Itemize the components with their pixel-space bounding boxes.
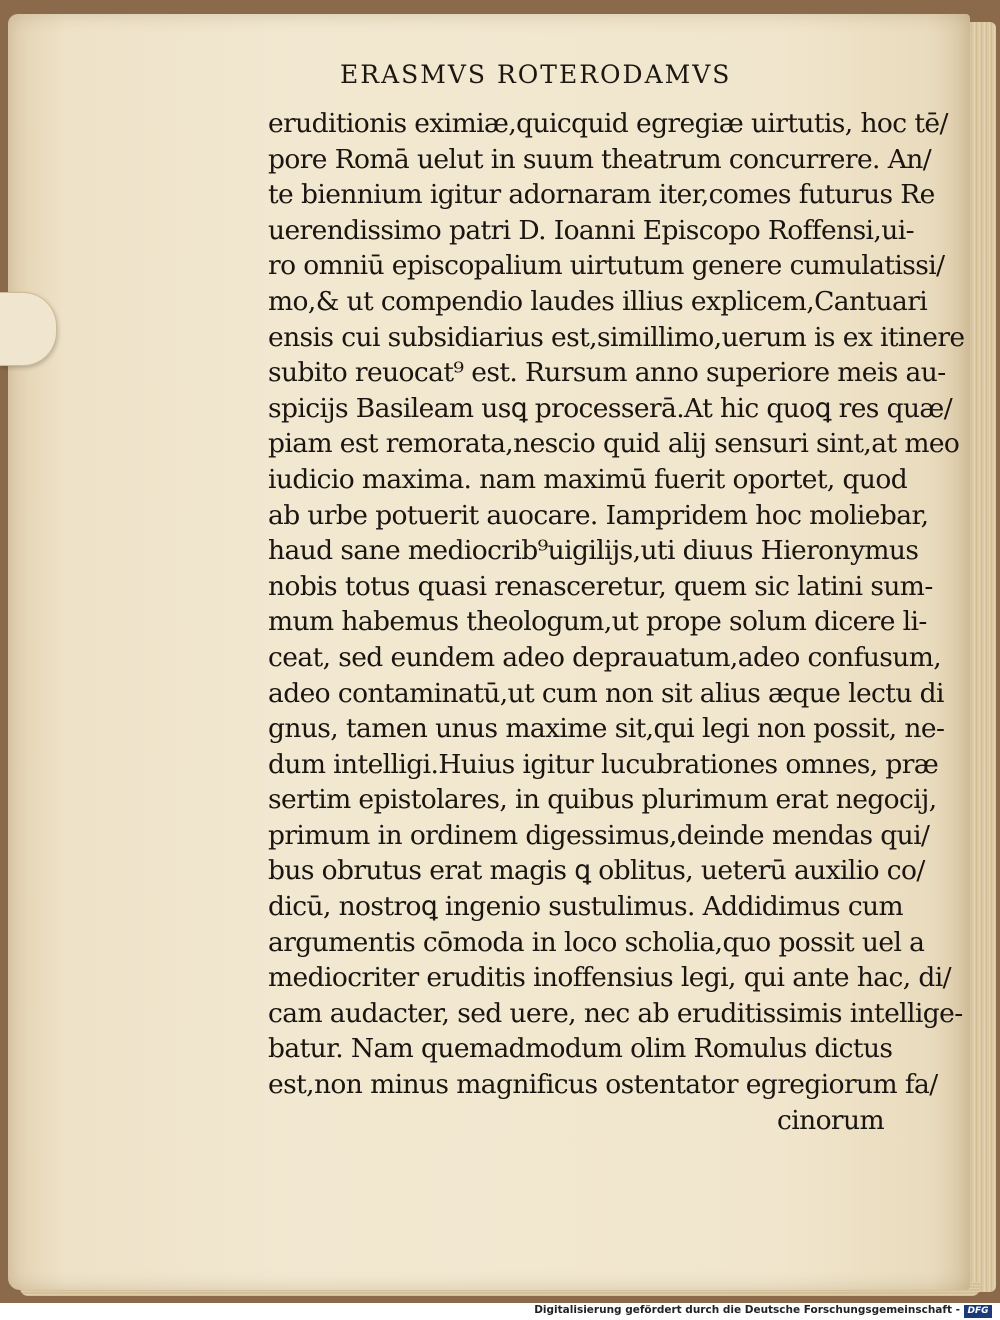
text-line: bus obrutus erat magis ꝗ oblitus, ueterū auxilio co/ (268, 855, 925, 887)
text-line: gnus, tamen unus maxime sit,qui legi non possit, ne- (268, 713, 945, 745)
text-line: cam audacter, sed uere, nec ab eruditissimis intellige- (268, 997, 963, 1029)
text-line: mum habemus theologum,ut prope solum dicere li- (268, 606, 927, 638)
text-line: primum in ordinem digessimus,deinde mendas qui/ (268, 819, 930, 851)
text-line: subito reuocat⁹ est. Rursum anno superiore meis au- (268, 357, 946, 389)
text-line: spicijs Basileam usꝗ processerā.At hic quoꝗ res quæ/ (268, 392, 953, 424)
text-line: nobis totus quasi renasceretur, quem sic latini sum- (268, 570, 933, 602)
text-line: te biennium igitur adornaram iter,comes futurus Re (268, 179, 935, 211)
dfg-logo-icon: DFG (964, 1305, 992, 1318)
text-line: mo,& ut compendio laudes illius explicem,Cantuari (268, 285, 928, 317)
text-line: argumentis cōmoda in loco scholia,quo possit uel a (268, 926, 925, 958)
catchword: cinorum (776, 1104, 884, 1136)
text-line: dicū, nostroꝗ ingenio sustulimus. Addidimus cum (268, 891, 904, 923)
text-line: ceat, sed eundem adeo deprauatum,adeo confusum, (268, 641, 942, 673)
text-line: eruditionis eximiæ,quicquid egregiæ uirtutis, hoc tē/ (268, 108, 948, 139)
text-line: piam est remorata,nescio quid alij sensuri sint,at meo (268, 428, 960, 460)
text-line: iudicio maxima. nam maximū fuerit oportet, quod (268, 463, 908, 495)
page-fore-edge (968, 22, 996, 1292)
text-line: mediocriter eruditis inoffensius legi, qui ante hac, di/ (268, 962, 951, 994)
text-line: adeo contaminatū,ut cum non sit alius æque lectu di (268, 677, 944, 709)
text-line: ensis cui subsidiarius est,simillimo,uerum is ex itinere (268, 321, 965, 353)
text-line: dum intelligi.Huius igitur lucubrationes omnes, præ (268, 748, 939, 780)
text-line: ro omniū episcopalium uirtutum genere cumulatissi/ (268, 250, 945, 282)
text-line: batur. Nam quemadmodum olim Romulus dictus (268, 1033, 893, 1065)
text-line: sertim epistolares, in quibus plurimum erat negocij, (268, 784, 937, 816)
text-line: uerendissimo patri D. Ioanni Episcopo Roffensi,ui- (268, 214, 914, 246)
footer-credit: Digitalisierung gefördert durch die Deutsche Forschungsgemeinschaft - (534, 1304, 960, 1316)
footer-bar (0, 1303, 1000, 1320)
text-line: est,non minus magnificus ostentator egregiorum fa/ (268, 1069, 938, 1101)
body-text (268, 106, 965, 1138)
text-line: pore Romā uelut in suum theatrum concurrere. An/ (268, 143, 932, 175)
running-head: ERASMVS ROTERODAMVS (340, 60, 732, 89)
text-line: ab urbe potuerit auocare. Iampridem hoc moliebar, (268, 499, 929, 531)
text-line: haud sane mediocrib⁹uigilijs,uti diuus Hieronymus (268, 535, 919, 567)
